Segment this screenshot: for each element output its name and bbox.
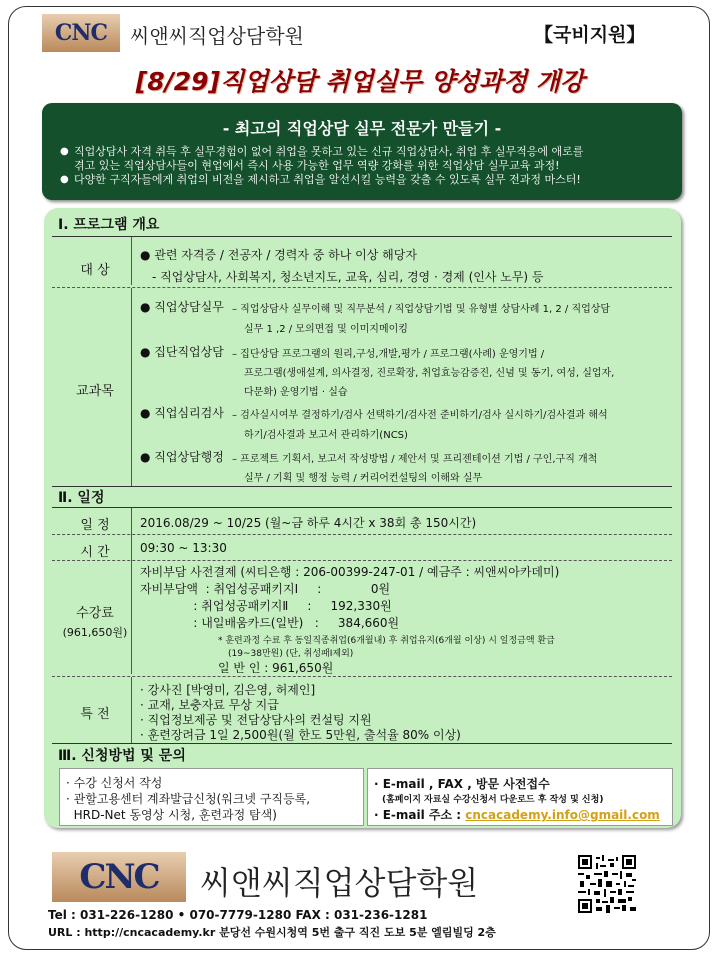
target-label: 대 상 bbox=[80, 263, 110, 278]
fee-line: 자비부담액 : 취업성공패키지Ⅰ : 0원 bbox=[140, 582, 391, 596]
fee-note: * 훈련과정 수료 후 동일직종취업(6개월내) 후 취업유지(6개월 이상) 시 일정금액 환급 bbox=[218, 636, 555, 646]
fee-line: : 내일배움카드(일반) : 384,660원 bbox=[140, 616, 400, 630]
schedule-value: 2016.08/29 ~ 10/25 (월~금 하루 4시간 x 38회 총 150시간) bbox=[140, 516, 477, 530]
course-name: ● 직업심리검사 bbox=[140, 406, 224, 420]
benefit-item: · 강사진 [박영미, 김은영, 허제인] bbox=[140, 683, 316, 697]
footer-url: URL : http://cncacademy.kr 분당선 수원시청역 5번 출구 직진 도보 5분 엘림빌딩 2층 bbox=[48, 926, 496, 939]
section1-header: Ⅰ. 프로그램 개요 bbox=[58, 217, 160, 233]
application-step: HRD-Net 동영상 시청, 훈련과정 탐색) bbox=[66, 808, 277, 822]
application-steps-box bbox=[59, 768, 364, 826]
banner-bullet: ● 직업상담사 자격 취득 후 실무경험이 없어 취업을 못하고 있는 신규 직업상담사, 취업 후 실무적응에 애로를 겪고 있는 직업상담사들이 현업에서 즉시 사용 가능한 업무 역량 강화를 위한 직업상담 실무교육 과정! bbox=[60, 145, 682, 173]
cnc-logo bbox=[42, 14, 120, 52]
section3-header: Ⅲ. 신청방법 및 문의 bbox=[58, 748, 186, 764]
fee-line: 자비부담 사전결제 (씨티은행 : 206-00399-247-01 / 예금주 : 씨앤씨아카데미) bbox=[140, 565, 560, 579]
banner-bullet: ● 다양한 구직자들에게 취업의 비전을 제시하고 취업을 알선시킬 능력을 갖출 수 있도록 실무 전과정 마스터! bbox=[60, 173, 682, 187]
banner-heading: - 최고의 직업상담 실무 전문가 만들기 - bbox=[222, 119, 502, 138]
course-desc: 다문화) 운영기법 · 실습 bbox=[244, 387, 348, 398]
section2-header: Ⅱ. 일정 bbox=[58, 490, 105, 506]
banner-bullets bbox=[60, 145, 682, 187]
benefit-item: · 교재, 보충자료 무상 지급 bbox=[140, 698, 279, 712]
footer-logo-text: CNC bbox=[79, 857, 159, 897]
course-name: ● 직업상담행정 bbox=[140, 450, 224, 464]
course-desc: – 집단상담 프로그램의 원리,구성,개발,평가 / 프로그램(사례) 운영기법 / bbox=[232, 349, 545, 360]
page-title: [8/29]직업상담 취업실무 양성과정 개강 bbox=[135, 67, 585, 96]
fee-total-label: (961,650원) bbox=[62, 626, 128, 639]
benefit-item: · 훈련장려금 1일 2,500원(월 한도 5만원, 출석율 80% 이상) bbox=[140, 728, 461, 742]
support-badge: 【국비지원】 bbox=[534, 24, 646, 46]
footer-academy-name: 씨앤씨직업상담학원 bbox=[200, 864, 479, 902]
target-line: ● 관련 자격증 / 전공자 / 경력자 중 하나 이상 해당자 bbox=[140, 248, 417, 262]
contact-note: (홈페이지 자료실 수강신청서 다운로드 후 작성 및 신청) bbox=[382, 795, 604, 805]
course-desc: – 직업상담사 실무이해 및 직무분석 / 직업상담기법 및 유형별 상담사례 1, 2 / 직업상담 bbox=[232, 304, 611, 315]
fee-label: 수강료 bbox=[76, 606, 114, 621]
qr-code-icon[interactable] bbox=[578, 855, 636, 913]
course-desc: – 프로젝트 기획서, 보고서 작성방법 / 제안서 및 프리젠테이션 기법 / 구인,구직 개척 bbox=[232, 454, 598, 465]
email-link[interactable]: cncacademy.info@gmail.com bbox=[465, 808, 660, 822]
contact-methods: · E-mail , FAX , 방문 사전접수 bbox=[374, 777, 550, 791]
intro-banner bbox=[42, 103, 682, 200]
course-desc: 실무 / 기획 및 행정 능력 / 커리어컨설팅의 이해와 실무 bbox=[244, 473, 483, 484]
benefits-label: 특 전 bbox=[80, 707, 110, 722]
benefit-item: · 직업정보제공 및 전담상담사의 컨설팅 지원 bbox=[140, 713, 372, 727]
footer-tel: Tel : 031-226-1280 • 070-7779-1280 FAX : 031-236-1281 bbox=[48, 908, 428, 922]
course-desc: 프로그램(생애설계, 의사결정, 진로확장, 취업효능감증진, 신념 및 동기, 여성, 실업자, bbox=[244, 368, 615, 379]
target-line: - 직업상담사, 사회복지, 청소년지도, 교육, 심리, 경영 · 경제 (인사 노무) 등 bbox=[152, 270, 544, 284]
fee-note: (19~38만원) (단, 취성패Ⅰ제외) bbox=[228, 649, 354, 659]
course-name: ● 집단직업상담 bbox=[140, 345, 224, 359]
footer-logo bbox=[52, 852, 186, 902]
curriculum-label: 교과목 bbox=[76, 384, 114, 399]
academy-name: 씨앤씨직업상담학원 bbox=[130, 24, 304, 48]
application-step: · 관할고용센터 계좌발급신청(워크넷 구직등록, bbox=[66, 792, 311, 806]
fee-general: 일 반 인 : 961,650원 bbox=[218, 661, 334, 675]
time-label: 시 간 bbox=[80, 545, 110, 560]
logo-text: CNC bbox=[54, 20, 108, 46]
email-label: · E-mail 주소 : bbox=[374, 808, 466, 822]
course-desc: – 검사실시여부 결정하기/검사 선택하기/검사전 준비하기/검사 실시하기/검사결과 해석 bbox=[232, 410, 608, 421]
email-row bbox=[374, 806, 660, 823]
contact-methods-box bbox=[367, 768, 673, 826]
fee-line: : 취업성공패키지Ⅱ : 192,330원 bbox=[140, 599, 392, 613]
course-name: ● 직업상담실무 bbox=[140, 300, 224, 314]
time-value: 09:30 ~ 13:30 bbox=[140, 541, 227, 555]
course-desc: 하기/검사결과 보고서 관리하기(NCS) bbox=[244, 430, 408, 441]
schedule-label: 일 정 bbox=[80, 518, 110, 533]
course-desc: 실무 1 ,2 / 모의면접 및 이미지메이킹 bbox=[244, 324, 408, 335]
application-step: · 수강 신청서 작성 bbox=[66, 776, 163, 790]
